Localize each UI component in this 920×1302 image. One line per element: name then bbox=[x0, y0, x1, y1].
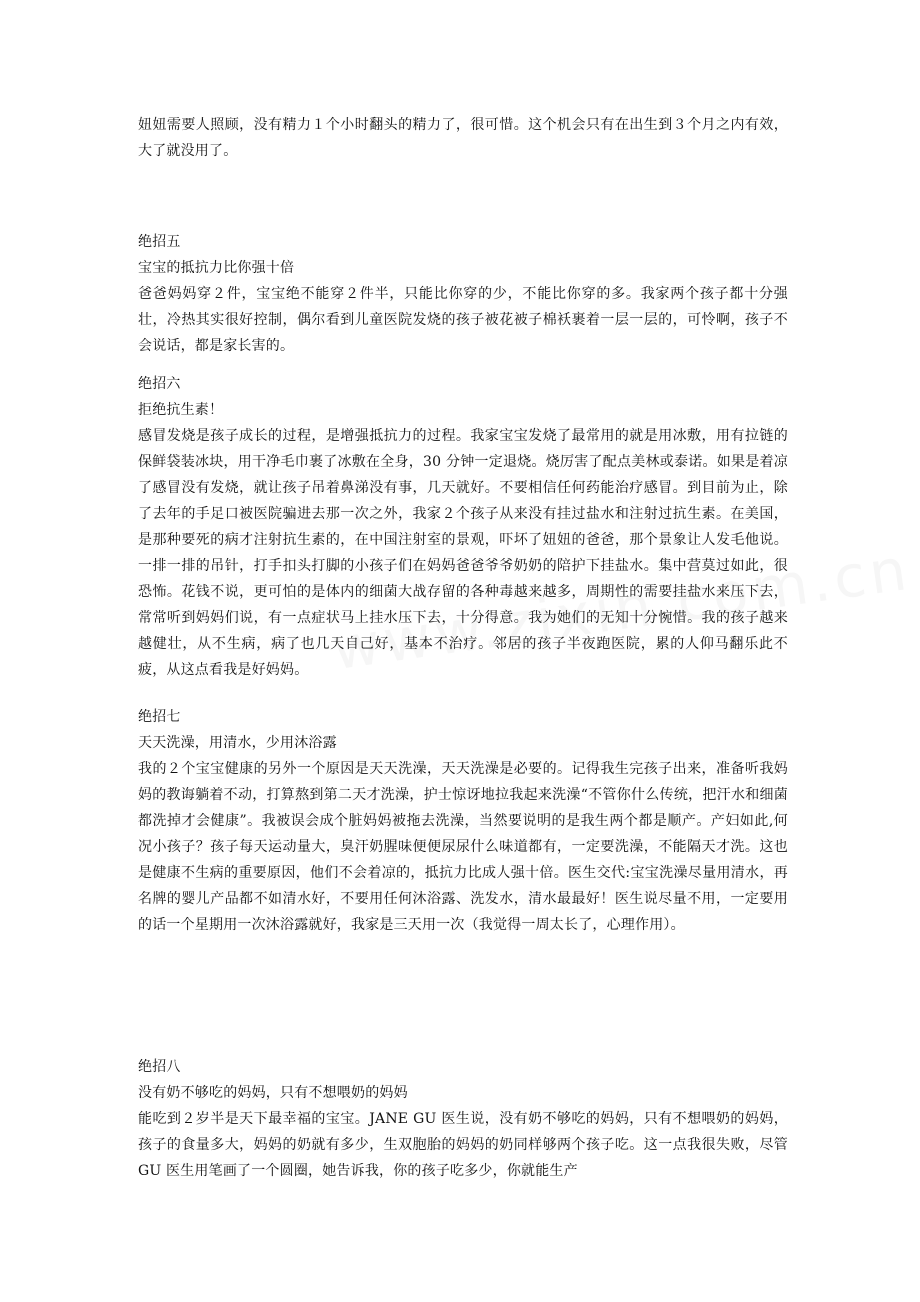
section-8 bbox=[138, 1054, 788, 1184]
section-6 bbox=[138, 371, 788, 683]
section-body: 我的２个宝宝健康的另外一个原因是天天洗澡，天天洗澡是必要的。记得我生完孩子出来，准备听我妈妈的教诲躺着不动，打算熬到第二天才洗澡，护士惊讶地拉我起来洗澡“不管你什么传统，把汗水和细菌都洗掉才会健康”。我被误会成个脏妈妈被拖去洗澡，当然要说明的是我生两个都是顺产。产妇如此,何况小孩子？孩子每天运动量大，臭汗奶腥味便便尿尿什么味道都有，一定要洗澡，不能隔天才洗。这也是健康不生病的重要原因，他们不会着凉的，抵抗力比成人强十倍。医生交代:宝宝洗澡尽量用清水，再名牌的婴儿产品都不如清水好，不要用任何沐浴露、洗发水，清水最最好！医生说尽量不用，一定要用的话一个星期用一次沐浴露就好，我家是三天用一次（我觉得一周太长了，心理作用）。 bbox=[138, 761, 788, 933]
section-5 bbox=[138, 229, 788, 359]
section-label: 绝招七 bbox=[138, 709, 181, 725]
section-body: 感冒发烧是孩子成长的过程，是增强抵抗力的过程。我家宝宝发烧了最常用的就是用冰敷，用有拉链的保鲜袋装冰块，用干净毛巾裹了冰敷在全身，30 分钟一定退烧。烧厉害了配点美林或泰诺。如果是着凉了感冒没有发烧，就让孩子吊着鼻涕没有事，几天就好。不要相信任何药能治疗感冒。到目前为止，除了去年的手足口被医院骗进去那一次之外，我家２个孩子从来没有挂过盐水和注射过抗生素。在美国，是那种要死的病才注射抗生素的，在中国注射室的景观，吓坏了妞妞的爸爸，那个景象让人发毛他说。一排一排的吊针，打手扣头打脚的小孩子们在妈妈爸爸爷爷奶奶的陪护下挂盐水。集中营莫过如此，很恐怖。花钱不说，更可怕的是体内的细菌大战存留的各种毒越来越多，周期性的需要挂盐水来压下去，常常听到妈妈们说，有一点症状马上挂水压下去，十分得意。我为她们的无知十分惋惜。我的孩子越来越健壮，从不生病，病了也几天自己好，基本不治疗。邻居的孩子半夜跑医院，累的人仰马翻乐此不疲，从这点看我是好妈妈。 bbox=[138, 428, 788, 678]
intro-paragraph bbox=[138, 112, 788, 164]
section-title: 宝宝的抵抗力比你强十倍 bbox=[138, 260, 295, 276]
section-body: 能吃到２岁半是天下最幸福的宝宝。JANE GU 医生说，没有奶不够吃的妈妈，只有不想喂奶的妈妈，孩子的食量多大，妈妈的奶就有多少，生双胞胎的妈妈的奶同样够两个孩子吃。这一点我很失败，尽管 GU 医生用笔画了一个圆圈，她告诉我，你的孩子吃多少，你就能生产 bbox=[138, 1111, 788, 1179]
section-title: 拒绝抗生素！ bbox=[138, 402, 224, 418]
section-7 bbox=[138, 704, 788, 938]
section-body: 爸爸妈妈穿２件，宝宝绝不能穿２件半，只能比你穿的少，不能比你穿的多。我家两个孩子都十分强壮，冷热其实很好控制，偶尔看到儿童医院发烧的孩子被花被子棉袄裹着一层一层的，可怜啊，孩子不会说话，都是家长害的。 bbox=[138, 286, 788, 354]
section-label: 绝招五 bbox=[138, 234, 181, 250]
section-title: 天天洗澡，用清水，少用沐浴露 bbox=[138, 735, 337, 751]
section-label: 绝招八 bbox=[138, 1059, 181, 1075]
section-label: 绝招六 bbox=[138, 376, 181, 392]
section-title: 没有奶不够吃的妈妈，只有不想喂奶的妈妈 bbox=[138, 1085, 408, 1101]
intro-text: 妞妞需要人照顾，没有精力１个小时翻头的精力了，很可惜。这个机会只有在出生到３个月之内有效，大了就没用了。 bbox=[138, 117, 788, 159]
